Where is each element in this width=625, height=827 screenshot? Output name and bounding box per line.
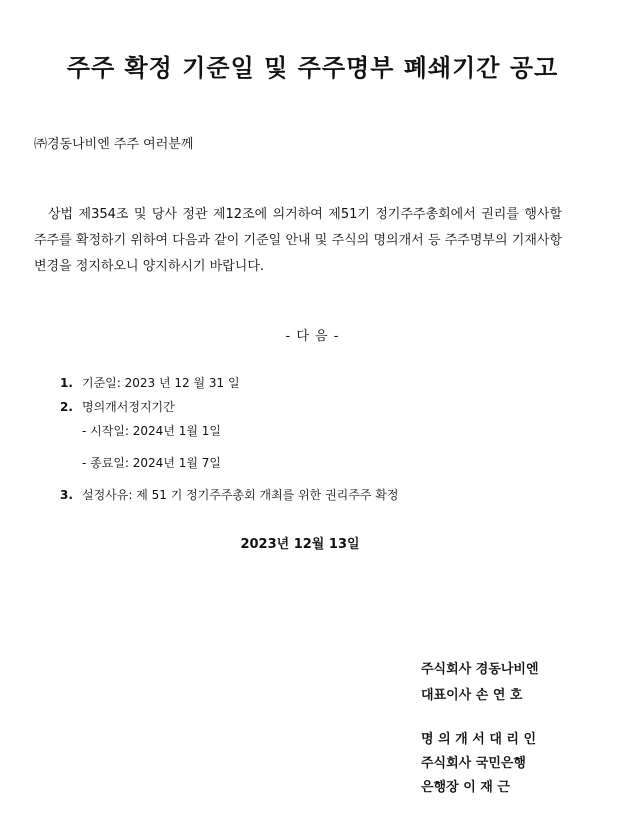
list-item-2	[60, 398, 175, 415]
list-item-3	[60, 486, 398, 503]
item-text: 설정사유: 제 51 기 정기주주총회 개최를 위한 권리주주 확정	[82, 488, 399, 502]
bank-head: 은행장 이 재 근	[421, 780, 510, 795]
start-date: - 시작일: 2024년 1월 1일	[82, 424, 221, 438]
item-text: 명의개서정지기간	[82, 400, 175, 414]
item-text: 기준일: 2023 년 12 월 31 일	[82, 376, 240, 390]
ceo-name: 대표이사 손 연 호	[421, 688, 523, 703]
item-number: 1.	[60, 376, 73, 390]
item-number: 3.	[60, 488, 73, 502]
salutation: ㈜경동나비엔 주주 여러분께	[34, 137, 194, 152]
item-number: 2.	[60, 400, 73, 414]
company-name: 주식회사 경동나비엔	[421, 662, 539, 677]
body-paragraph: 상법 제354조 및 당사 정관 제12조에 의거하여 제51기 정기주주총회에서 권리를 행사할 주주를 확정하기 위하여 다음과 같이 기준일 안내 및 주식의 명의개서 등 주주명부의 기재사항 변경을 정지하오니 양지하시기 바랍니다.	[34, 207, 562, 274]
bank-name: 주식회사 국민은행	[421, 756, 526, 771]
agent-title: 명 의 개 서 대 리 인	[421, 732, 537, 747]
section-heading: - 다 음 -	[285, 329, 340, 344]
end-date: - 종료일: 2024년 1월 7일	[82, 456, 221, 470]
notice-date: 2023년 12월 13일	[240, 537, 360, 552]
list-item-1	[60, 374, 240, 391]
document-title: 주주 확정 기준일 및 주주명부 폐쇄기간 공고	[66, 54, 559, 82]
